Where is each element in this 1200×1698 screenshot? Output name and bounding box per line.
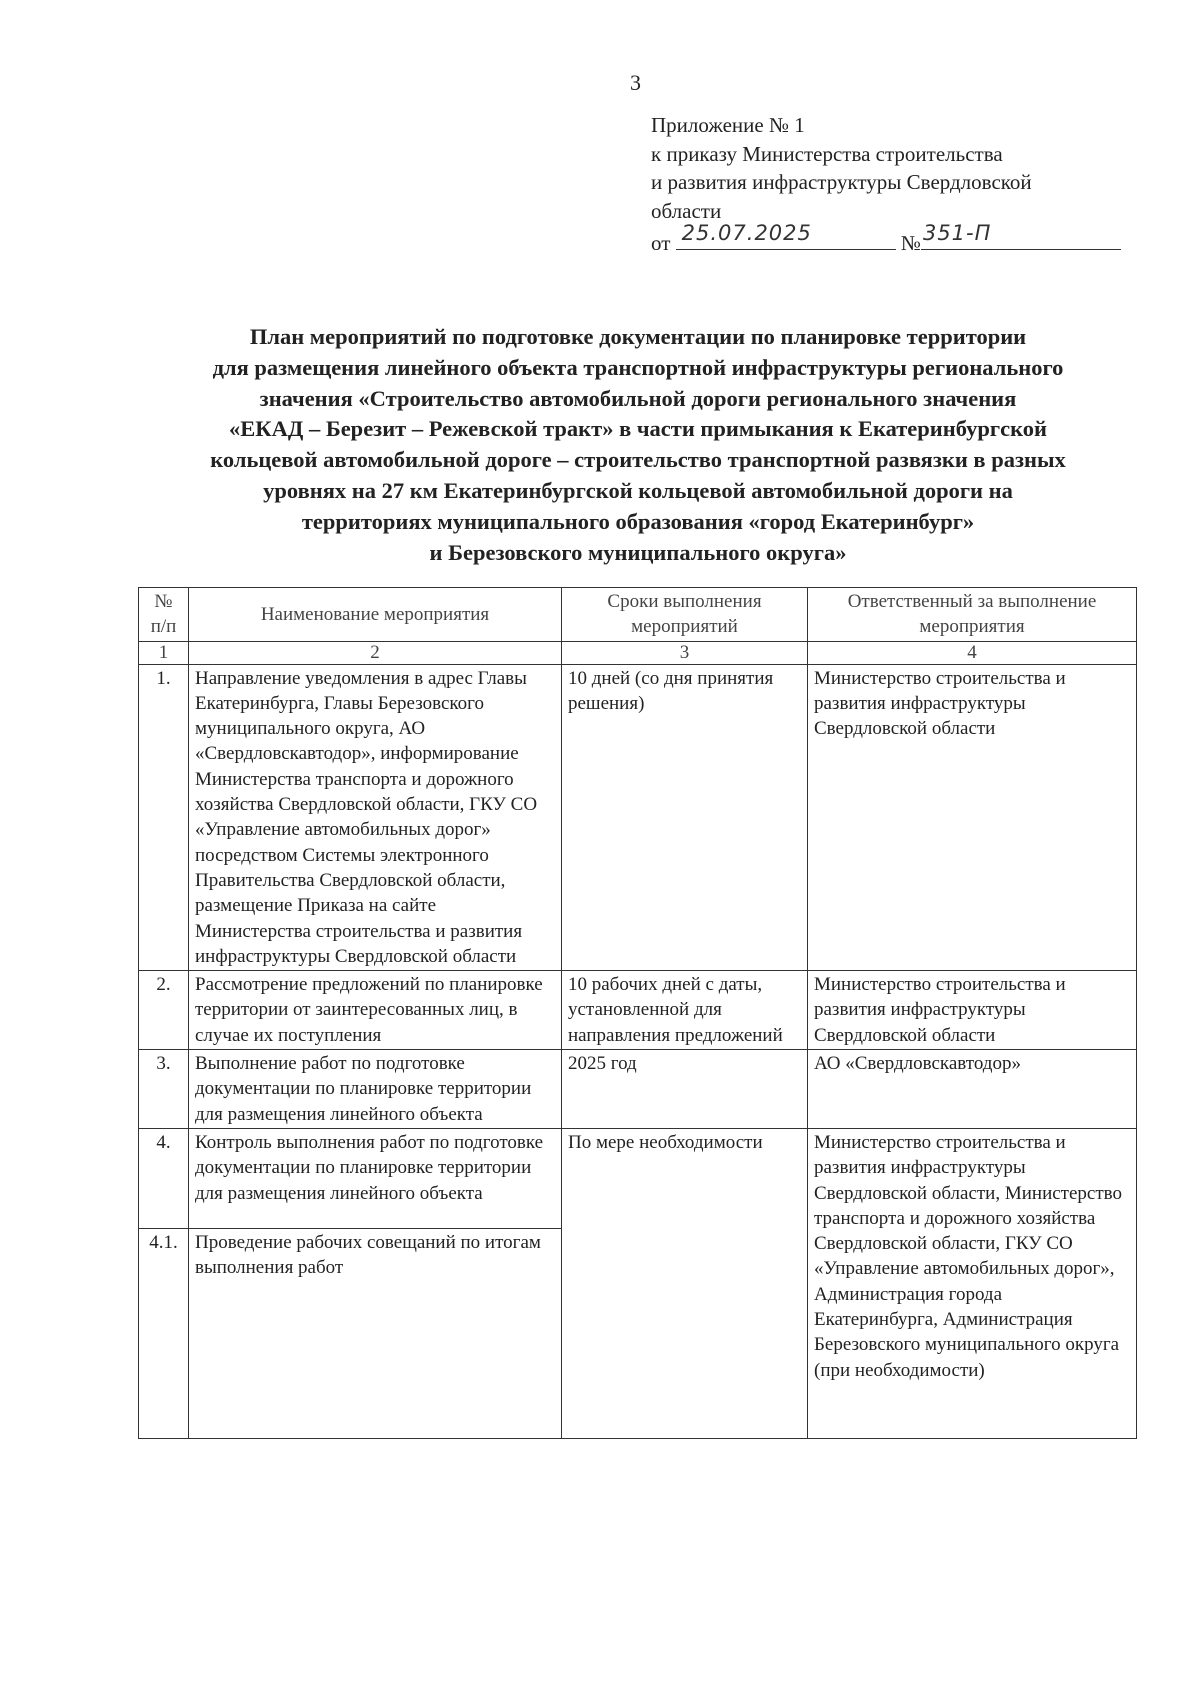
table-row (139, 1050, 1137, 1129)
row-responsible: Министерство строительства и развития инфраструктуры Свердловской области (808, 664, 1137, 971)
column-number: 4 (808, 641, 1137, 664)
title-line: для размещения линейного объекта транспортной инфраструктуры регионального (212, 354, 1064, 380)
events-table (138, 587, 1137, 1439)
order-date-number (651, 220, 1161, 258)
row-term: 2025 год (562, 1050, 808, 1129)
row-name: Направление уведомления в адрес Главы Екатеринбурга, Главы Березовского муниципального округа, АО «Свердловскавтодор», информирование Министерства транспорта и дорожного хозяйства Свердловской области, ГКУ СО «Управление автомобильных дорог» посредством Системы электронного Правительства Свердловской области, размещение Приказа на сайте Министерства строительства и развития инфраструктуры Свердловской области (189, 664, 562, 971)
table-header-row (139, 588, 1137, 642)
title-line: значения «Строительство автомобильной дороги регионального значения (259, 385, 1017, 411)
table-row (139, 1128, 1137, 1228)
handwritten-date: 25.07.2025 (681, 220, 812, 245)
row-num: 3. (139, 1050, 189, 1129)
column-number: 1 (139, 641, 189, 664)
row-num: 4.1. (139, 1228, 189, 1438)
title-line: территориях муниципального образования «город Екатеринбург» (301, 508, 975, 534)
header-responsible: Ответственный за выполнение мероприятия (808, 588, 1137, 642)
appendix-block (651, 111, 1161, 258)
title-line: уровнях на 27 км Екатеринбургской кольцевой автомобильной дороги на (263, 477, 1013, 503)
row-num: 2. (139, 971, 189, 1050)
appendix-line: и развития инфраструктуры Свердловской (651, 170, 1032, 194)
row-num: 1. (139, 664, 189, 971)
number-field (921, 220, 1121, 250)
table-row (139, 971, 1137, 1050)
column-number-row (139, 641, 1137, 664)
document-title (130, 322, 1146, 568)
date-prefix: от (651, 231, 671, 255)
appendix-line: к приказу Министерства строительства (651, 141, 1003, 166)
title-line: и Березовского муниципального округа» (429, 539, 847, 565)
row-name: Выполнение работ по подготовке документации по планировке территории для размещения линейного объекта (189, 1050, 562, 1129)
row-name: Рассмотрение предложений по планировке территории от заинтересованных лиц, в случае их поступления (189, 971, 562, 1050)
number-prefix: № (900, 231, 921, 255)
row-responsible: Министерство строительства и развития инфраструктуры Свердловской области, Министерство транспорта и дорожного хозяйства Свердловской области, ГКУ СО «Управление автомобильных дорог», Администрация города Екатеринбурга, Администрация Березовского муниципального округа (при необходимости) (808, 1128, 1137, 1438)
row-responsible: Министерство строительства и развития инфраструктуры Свердловской области (808, 971, 1137, 1050)
title-line: кольцевой автомобильной дороге – строительство транспортной развязки в разных (210, 447, 1066, 473)
column-number: 2 (189, 641, 562, 664)
handwritten-number: 351-П (922, 220, 992, 245)
header-num: № п/п (139, 588, 189, 642)
page-number: 3 (630, 70, 641, 95)
table-row (139, 664, 1137, 971)
title-line: «ЕКАД – Березит – Режевской тракт» в части примыкания к Екатеринбургской (229, 416, 1047, 442)
row-responsible: АО «Свердловскавтодор» (808, 1050, 1137, 1129)
column-number: 3 (562, 641, 808, 664)
header-name: Наименование мероприятия (189, 588, 562, 642)
appendix-line: Приложение № 1 (651, 113, 805, 137)
appendix-line: области (651, 198, 722, 223)
row-term: 10 дней (со дня принятия решения) (562, 664, 808, 971)
header-term: Сроки выполнения мероприятий (562, 588, 808, 642)
date-field (676, 220, 896, 250)
row-num: 4. (139, 1128, 189, 1228)
row-name: Проведение рабочих совещаний по итогам выполнения работ (189, 1228, 562, 1438)
row-term: 10 рабочих дней с даты, установленной для направления предложений (562, 971, 808, 1050)
row-name: Контроль выполнения работ по подготовке документации по планировке территории для размещения линейного объекта (189, 1128, 562, 1228)
row-term: По мере необходимости (562, 1128, 808, 1438)
title-line: План мероприятий по подготовке документации по планировке территории (249, 324, 1027, 349)
